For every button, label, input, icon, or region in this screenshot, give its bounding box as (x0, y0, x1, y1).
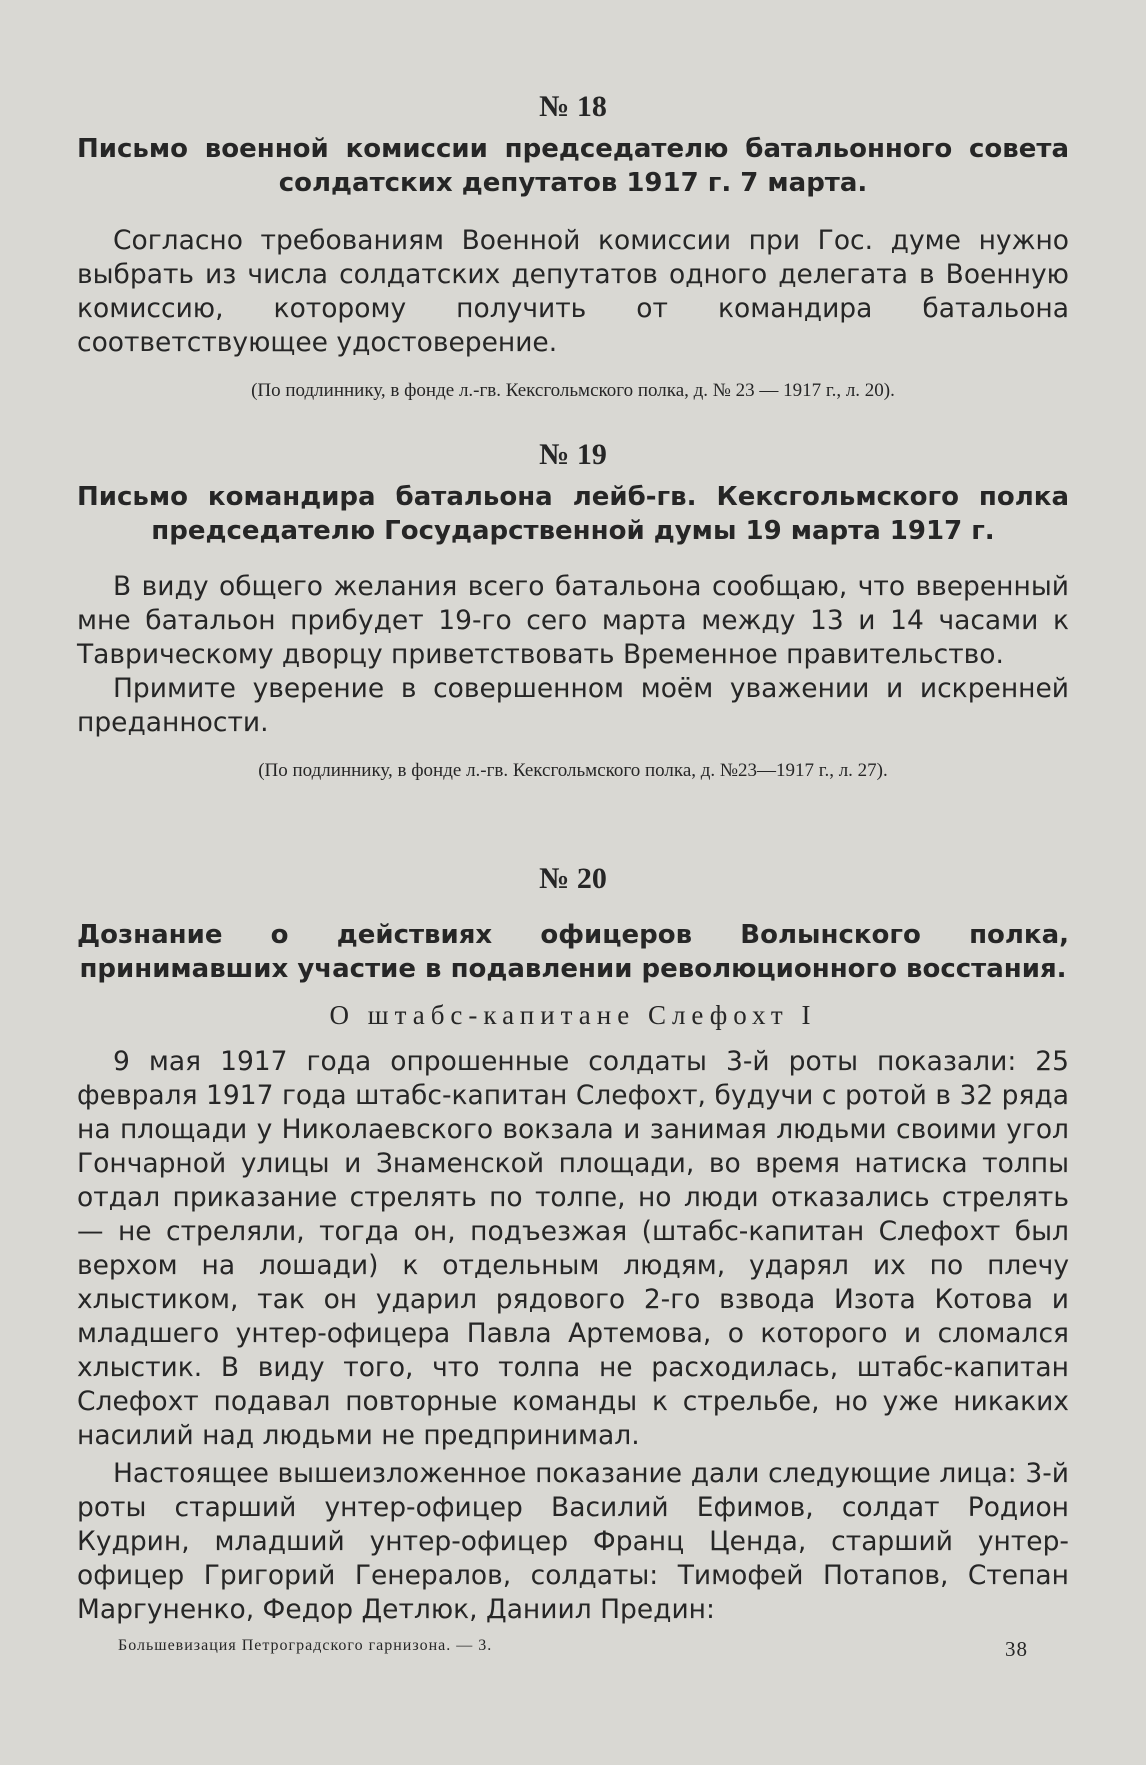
document-18 (77, 90, 1069, 402)
document-19 (77, 438, 1069, 782)
document-20 (77, 862, 1069, 1627)
document-number: № 19 (539, 438, 607, 471)
source-note: (По подлиннику, в фонде л.-гв. Кексгольмского полка, д. №23—1917 г., л. 27). (258, 760, 888, 781)
paragraph: Согласно требованиям Военной комиссии при Гос. думе нужно выбрать из числа солдатских депутатов одного делегата в Военную комиссию, которому получить от командира батальона соответствующее удостоверение. (77, 225, 1069, 358)
document-title: Дознание о действиях офицеров Волынского полка, принимавших участие в подавлении революционного восстания. (77, 920, 1069, 984)
paragraph: 9 мая 1917 года опрошенные солдаты 3-й роты показали: 25 февраля 1917 года штабс-капитан Слефохт, будучи с ротой в 32 ряда на площади у Николаевского вокзала и занимая людьми своими угол Гончарной улицы и Знаменской площади, во время натиска толпы отдал приказание стрелять по толпе, но люди отказались стрелять — не стреляли, тогда он, подъезжая (штабс-капитан Слефохт был верхом на лошади) к отдельным людям, ударял их по плечу хлыстиком, так он ударил рядового 2-го взвода Изота Котова и младшего унтер-офицера Павла Артемова, о которого и сломался хлыстик. В виду того, что толпа не расходилась, штабс-капитан Слефохт подавал повторные команды к стрельбе, но уже никаких насилий над людьми не предпринимал. (77, 1046, 1069, 1451)
footer-signature: Большевизация Петроградского гарнизона. — 3. (118, 1637, 493, 1654)
section-subheading: О штабс-капитане Слефохт I (329, 1000, 817, 1030)
document-number: № 20 (539, 862, 607, 895)
paragraph: Примите уверение в совершенном моём уважении и искренней преданности. (77, 673, 1069, 738)
paragraph: В виду общего желания всего батальона сообщаю, что вверенный мне батальон прибудет 19-го сего марта между 13 и 14 часами к Таврическому дворцу приветствовать Временное правительство. (77, 571, 1069, 670)
document-title: Письмо командира батальона лейб-гв. Кексгольмского полка председателю Государственной думы 19 марта 1917 г. (77, 482, 1069, 546)
document-number: № 18 (539, 90, 607, 123)
document-title: Письмо военной комиссии председателю батальонного совета солдатских депутатов 1917 г. 7 марта. (77, 134, 1069, 198)
page-footer (118, 1637, 1028, 1662)
page-number: 38 (1005, 1637, 1028, 1661)
source-note: (По подлиннику, в фонде л.-гв. Кексгольмского полка, д. № 23 — 1917 г., л. 20). (251, 380, 895, 401)
paragraph: Настоящее вышеизложенное показание дали следующие лица: 3-й роты старший унтер-офицер Василий Ефимов, солдат Родион Кудрин, младший унтер-офицер Франц Ценда, старший унтер-офицер Григорий Генералов, солдаты: Тимофей Потапов, Степан Маргуненко, Федор Детлюк, Даниил Предин: (77, 1458, 1069, 1625)
